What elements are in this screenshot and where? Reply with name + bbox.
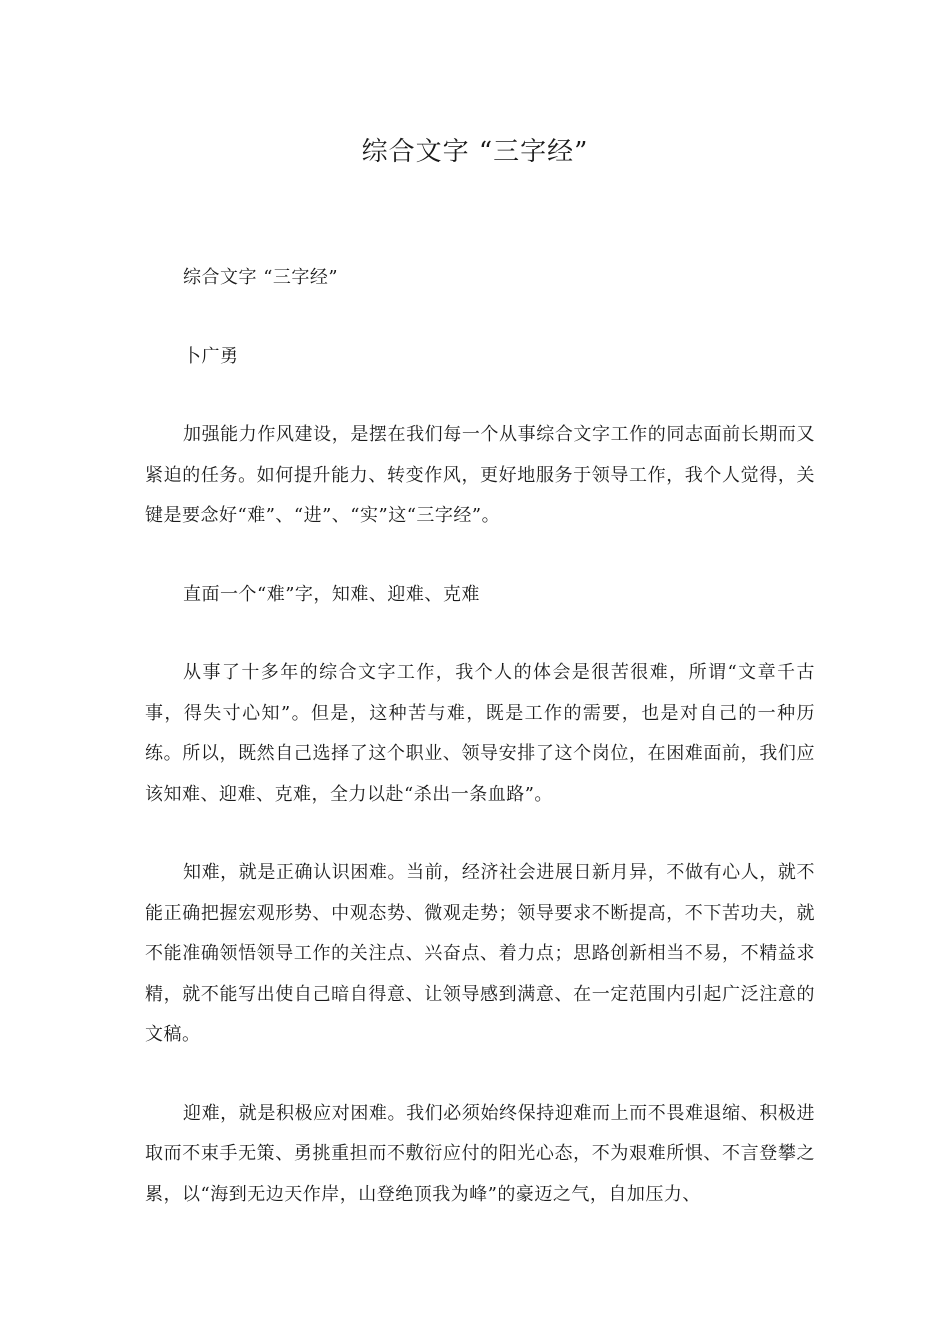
section-heading: 直面一个“难”字，知难、迎难、克难 [183,583,480,605]
document-body [145,258,815,1253]
body-paragraph: 迎难，就是积极应对困难。我们必须始终保持迎难而上而不畏难退缩、积极进取而不束手无策、勇挑重担而不敷衍应付的阳光心态，不为艰难所惧、不言登攀之累，以“海到无边天作岸，山登绝顶我为峰”的豪迈之气，自加压力、 [145,1102,815,1205]
body-paragraph: 知难，就是正确认识困难。当前，经济社会进展日新月异，不做有心人，就不能正确把握宏观形势、中观态势、微观走势；领导要求不断提高，不下苦功夫，就不能准确领悟领导工作的关注点、兴奋点、着力点；思路创新相当不易，不精益求精，就不能写出使自己暗自得意、让领导感到满意、在一定范围内引起广泛注意的文稿。 [145,862,815,1045]
document-title: 综合文字 “三字经” [361,137,589,167]
intro-paragraph: 加强能力作风建设，是摆在我们每一个从事综合文字工作的同志面前长期而又紧迫的任务。如何提升能力、转变作风，更好地服务于领导工作，我个人觉得，关键是要念好“难”、“进”、“实”这“三字经”。 [145,424,815,526]
subtitle-paragraph: 综合文字 “三字经” [183,267,339,288]
body-paragraph: 从事了十多年的综合文字工作，我个人的体会是很苦很难，所谓“文章千古事，得失寸心知”。但是，这种苦与难，既是工作的需要，也是对自己的一种历练。所以，既然自己选择了这个职业、领导安排了这个岗位，在困难面前，我们应该知难、迎难、克难，全力以赴“杀出一条血路”。 [145,662,815,805]
author-paragraph: 卜广勇 [183,345,239,367]
